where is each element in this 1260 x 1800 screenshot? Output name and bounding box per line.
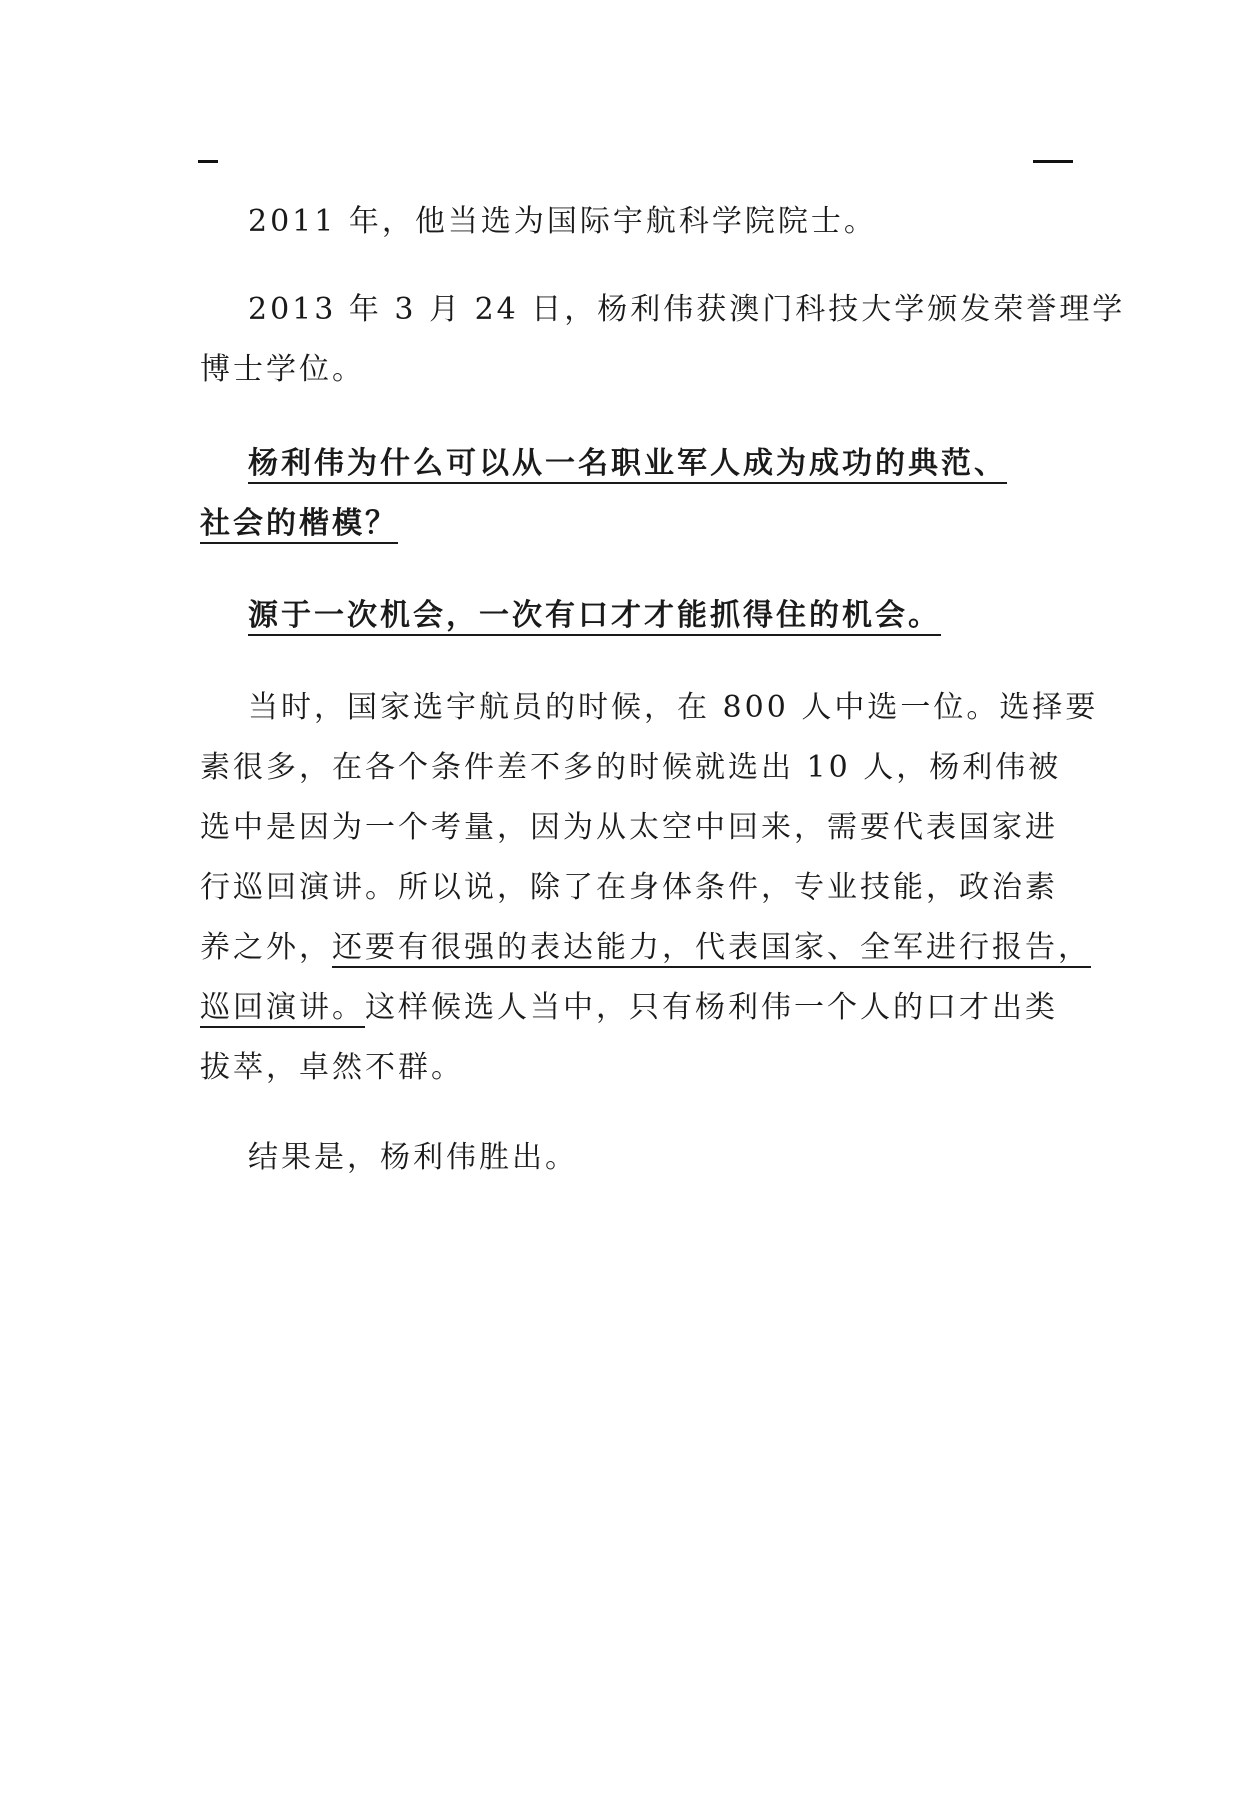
- paragraph-2-line-1: 2013 年 3 月 24 日，杨利伟获澳门科技大学颁发荣誉理学: [248, 292, 1126, 327]
- paragraph-5-line-5-prefix: 养之外，: [200, 930, 332, 965]
- paragraph-5-line-5: [200, 928, 1091, 968]
- header-rule-right: [1033, 160, 1073, 163]
- paragraph-5-line-3: 选中是因为一个考量，因为从太空中回来，需要代表国家进: [200, 810, 1058, 845]
- paragraph-5-line-6-rest: 这样候选人当中，只有杨利伟一个人的口才出类: [365, 990, 1058, 1025]
- paragraph-5-line-4: 行巡回演讲。所以说，除了在身体条件，专业技能，政治素: [200, 870, 1058, 905]
- header-rule-left: [198, 160, 218, 163]
- paragraph-5-underlined-phrase: 还要有很强的表达能力，代表国家、全军进行报告，: [332, 930, 1091, 965]
- question-heading-line-1: 杨利伟为什么可以从一名职业军人成为成功的典范、: [248, 446, 1007, 481]
- paragraph-5-line-2: 素很多，在各个条件差不多的时候就选出 10 人，杨利伟被: [200, 750, 1062, 785]
- answer-heading: 源于一次机会，一次有口才才能抓得住的机会。: [248, 598, 941, 633]
- paragraph-5-line-6: [200, 988, 1058, 1028]
- paragraph-5-line-7: 拔萃，卓然不群。: [200, 1050, 464, 1085]
- paragraph-2-line-2: 博士学位。: [200, 352, 365, 387]
- question-heading-line-2: 社会的楷模？: [200, 506, 398, 541]
- paragraph-1-line-1: 2011 年，他当选为国际宇航科学院院士。: [248, 204, 877, 239]
- paragraph-6-line-1: 结果是，杨利伟胜出。: [248, 1140, 578, 1175]
- paragraph-5-underlined-end: 巡回演讲。: [200, 990, 365, 1025]
- paragraph-5-line-1: 当时，国家选宇航员的时候，在 800 人中选一位。选择要: [248, 690, 1099, 725]
